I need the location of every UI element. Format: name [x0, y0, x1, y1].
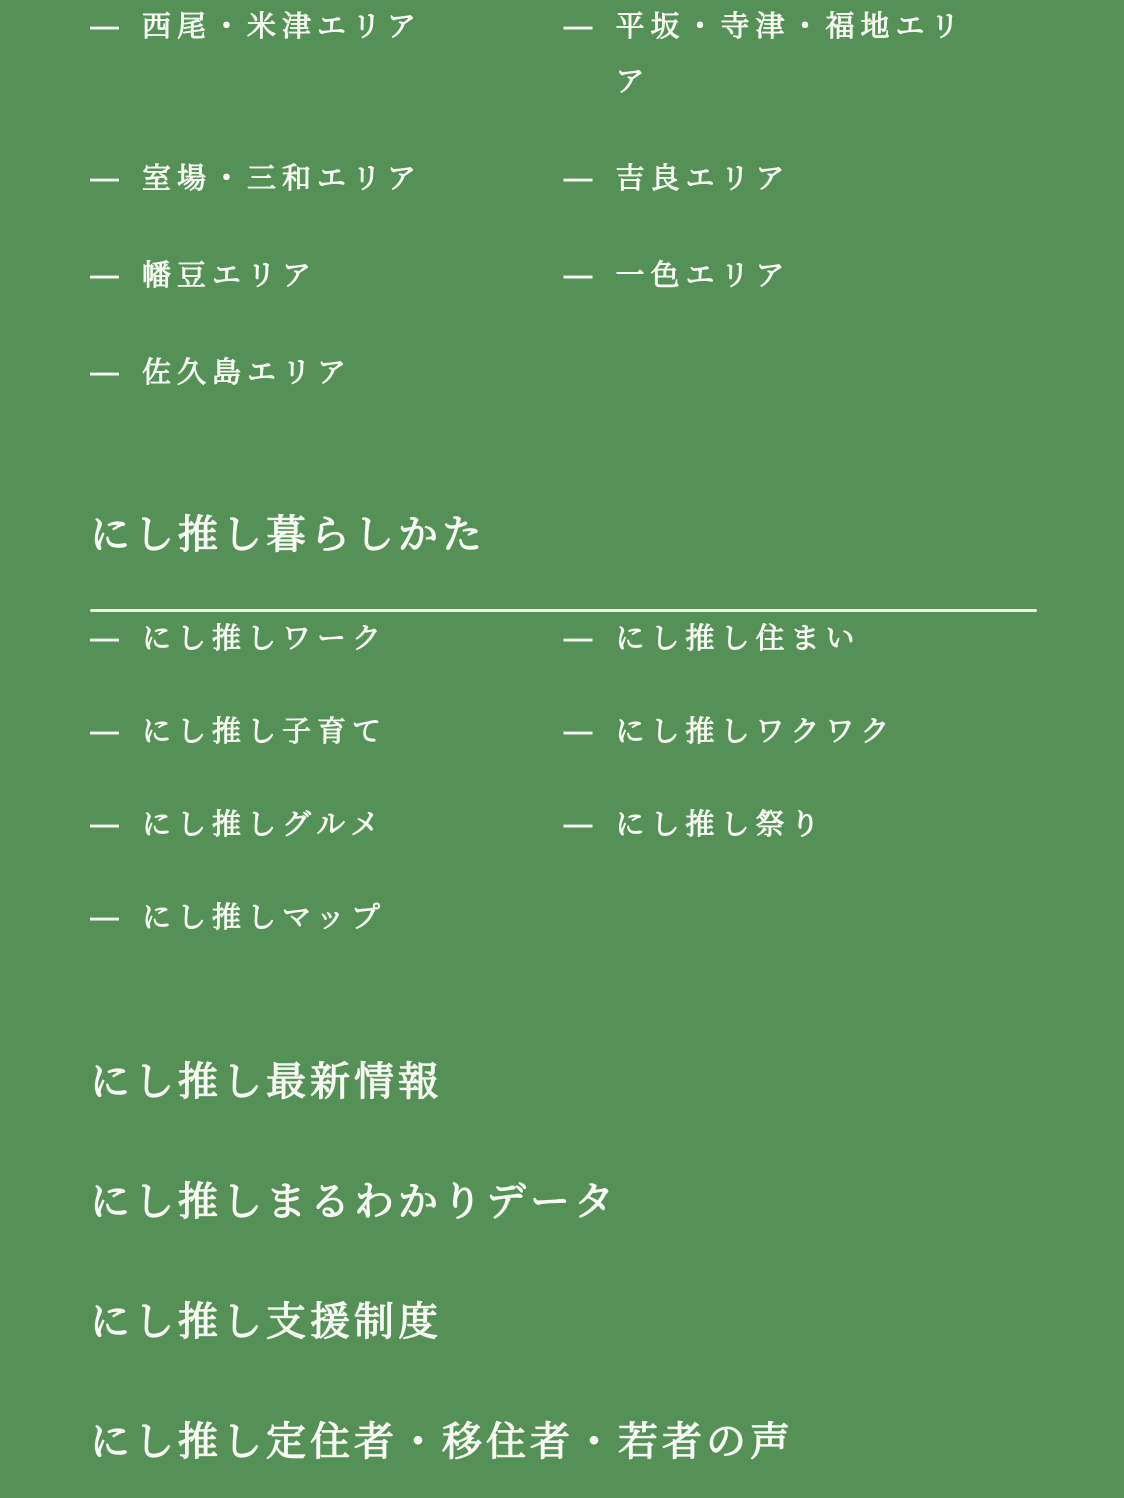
list-item	[564, 0, 1038, 110]
nav-link-life-festival[interactable]	[564, 798, 983, 853]
nav-link-label: 一色エリア	[615, 260, 791, 292]
nav-link-label: 吉良エリア	[615, 163, 791, 195]
nav-link-label: 佐久島エリア	[142, 357, 353, 389]
list-item	[564, 798, 1038, 853]
list-item	[90, 891, 564, 946]
nav-link-latest-info[interactable]: にし推し最新情報	[90, 1060, 442, 1104]
list-item	[564, 152, 1038, 207]
nav-link-label: 西尾・米津エリア	[142, 11, 423, 43]
dash-bullet-icon: —	[90, 902, 119, 934]
nav-link-area-sakushima[interactable]	[90, 346, 509, 401]
nav-link-area-hirasaka-terazu-fukuchi[interactable]	[564, 0, 983, 110]
dash-bullet-icon: —	[563, 260, 593, 292]
section-title-lifestyle[interactable]: にし推し暮らしかた	[90, 513, 486, 557]
list-item	[564, 612, 1038, 667]
nav-link-life-housing[interactable]	[564, 612, 983, 667]
nav-link-label: にし推し祭り	[615, 809, 826, 841]
list-item	[90, 612, 564, 667]
dash-bullet-icon: —	[90, 260, 119, 292]
dash-bullet-icon: —	[563, 163, 593, 195]
dash-bullet-icon: —	[90, 11, 119, 43]
dash-bullet-icon: —	[90, 623, 119, 655]
nav-link-area-isshiki[interactable]	[564, 249, 983, 304]
nav-link-label: にし推しワクワク	[615, 716, 896, 748]
nav-link-label: 平坂・寺津・福地エリア	[615, 11, 966, 98]
nav-link-life-gourmet[interactable]	[90, 798, 509, 853]
nav-link-life-wakuwaku[interactable]	[564, 705, 983, 760]
list-item	[564, 249, 1038, 304]
dash-bullet-icon: —	[90, 357, 119, 389]
nav-link-area-nishio-yonezu[interactable]	[90, 0, 509, 55]
nav-link-label: にし推し子育て	[142, 716, 388, 748]
dash-bullet-icon: —	[90, 716, 119, 748]
list-item	[564, 705, 1038, 760]
dash-bullet-icon: —	[90, 163, 119, 195]
nav-link-area-kira[interactable]	[564, 152, 983, 207]
list-item	[90, 0, 564, 110]
nav-link-life-childcare[interactable]	[90, 705, 509, 760]
nav-link-life-map[interactable]	[90, 891, 509, 946]
nav-link-data-overview[interactable]: にし推しまるわかりデータ	[90, 1180, 618, 1224]
nav-link-label: 室場・三和エリア	[142, 163, 423, 195]
nav-link-area-muroba-miwa[interactable]	[90, 152, 509, 207]
dash-bullet-icon: —	[563, 716, 593, 748]
dash-bullet-icon: —	[563, 623, 593, 655]
nav-link-area-hazu[interactable]	[90, 249, 509, 304]
dash-bullet-icon: —	[563, 11, 593, 43]
nav-link-residents-voices[interactable]: にし推し定住者・移住者・若者の声	[90, 1420, 794, 1464]
list-item	[90, 249, 564, 304]
nav-link-label: 幡豆エリア	[142, 260, 318, 292]
nav-link-label: にし推しワーク	[142, 623, 388, 655]
list-item	[90, 798, 564, 853]
nav-link-support-programs[interactable]: にし推し支援制度	[90, 1300, 442, 1344]
nav-link-label: にし推しグルメ	[142, 809, 386, 841]
dash-bullet-icon: —	[90, 809, 119, 841]
nav-link-label: にし推しマップ	[142, 902, 386, 934]
area-link-list	[90, 0, 1037, 401]
lifestyle-link-list	[90, 612, 1037, 946]
nav-link-life-work[interactable]	[90, 612, 509, 667]
list-item	[90, 346, 564, 401]
dash-bullet-icon: —	[563, 809, 593, 841]
list-item	[90, 152, 564, 207]
nav-link-label: にし推し住まい	[615, 623, 861, 655]
list-item	[90, 705, 564, 760]
